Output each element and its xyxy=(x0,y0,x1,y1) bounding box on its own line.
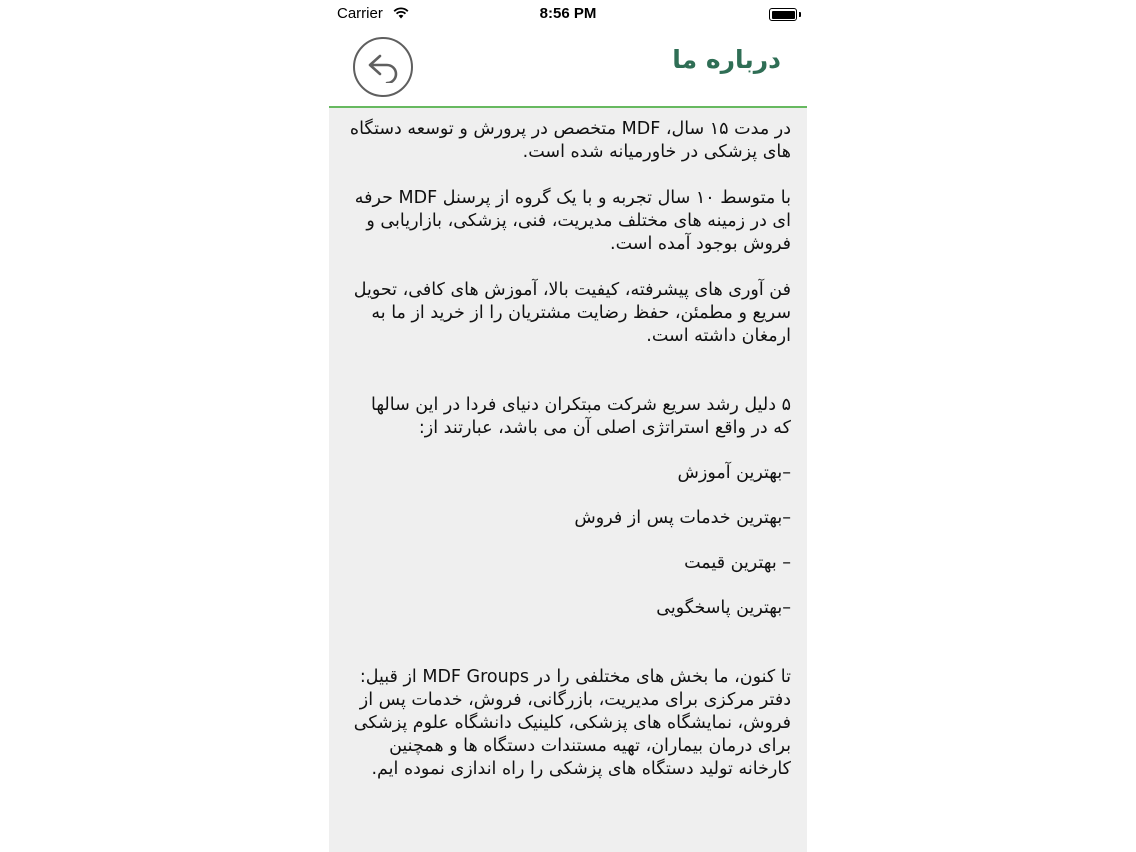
paragraph-technology: فن آوری های پیشرفته، کیفیت بالا، آموزش های کافی، تحویل سریع و مطمئن، حفظ رضایت مشتریان را از خرید از ما به ارمغان داشته است. xyxy=(353,280,791,346)
paragraph-experience: با متوسط ۱۰ سال تجربه و با یک گروه از پرسنل MDF حرفه ای در زمینه های مختلف مدیریت، فنی، پزشکی، بازاریابی و فروش بوجود آمده است. xyxy=(354,188,791,254)
list-item: – بهترین قیمت xyxy=(684,553,791,573)
paragraph-history: در مدت ۱۵ سال، MDF متخصص در پرورش و توسعه دستگاه های پزشکی در خاورمیانه شده است. xyxy=(349,119,791,162)
list-item: –بهترین آموزش xyxy=(677,463,791,483)
back-button[interactable] xyxy=(353,37,413,97)
app-screen xyxy=(329,0,807,852)
list-item: –بهترین پاسخگویی xyxy=(656,598,791,618)
battery-icon xyxy=(769,8,797,21)
back-arrow-icon xyxy=(367,53,401,83)
clock-time: 8:56 PM xyxy=(539,5,597,22)
list-item: –بهترین خدمات پس از فروش xyxy=(574,508,791,528)
page-title: درباره ما xyxy=(672,45,781,74)
paragraph-departments: تا کنون، ما بخش های مختلفی را در MDF Groups از قبیل: دفتر مرکزی برای مدیریت، بازرگانی، فروش، خدمات پس از فروش، نمایشگاه های پزشکی، کلینیک دانشگاه علوم پزشکی برای درمان بیماران، تهیه مستندات دستگاه ها و همچنین کارخانه تولید دستگاه های پزشکی را راه اندازی نموده ایم. xyxy=(353,667,791,779)
navigation-bar xyxy=(329,28,807,108)
carrier-label: Carrier xyxy=(337,5,383,22)
about-content xyxy=(349,118,791,781)
paragraph-reasons: ۵ دلیل رشد سریع شرکت مبتکران دنیای فردا در این سالها که در واقع استراتژی اصلی آن می باشد، عبارتند از: xyxy=(371,395,791,438)
status-bar xyxy=(329,0,807,28)
